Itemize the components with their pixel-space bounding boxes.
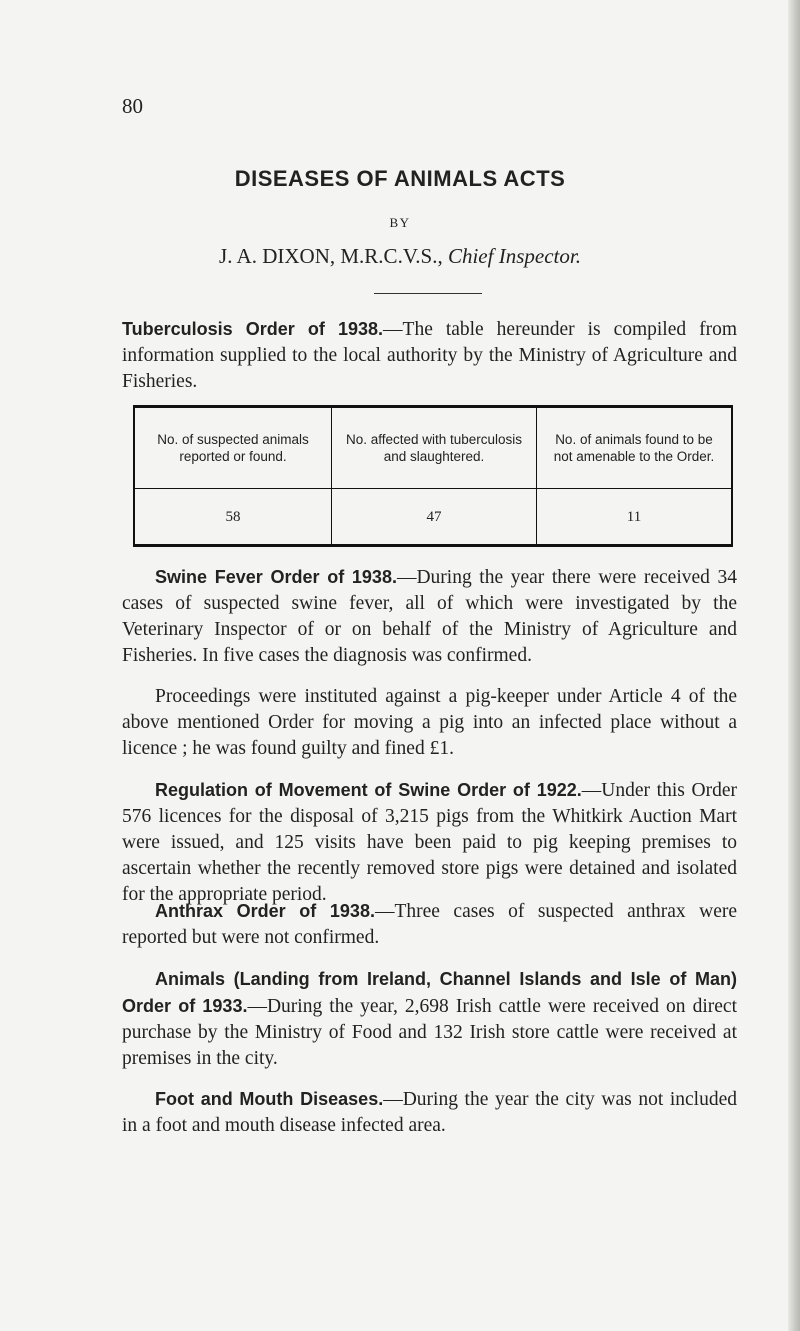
divider-rule: [374, 293, 482, 294]
section-heading: Foot and Mouth Diseases.: [155, 1089, 384, 1109]
document-title: DISEASES OF ANIMALS ACTS: [234, 166, 566, 191]
table-header-not-amenable: No. of animals found to be not amenable to the Order.: [553, 432, 715, 464]
table-cell-not-amenable: 11: [626, 509, 642, 525]
section-text: —The table hereunder is compiled from information supplied to the local authority by the Ministry of Agriculture and Fisheries.: [122, 319, 738, 392]
table-cell-suspected: 58: [225, 509, 241, 525]
section-heading: Regulation of Movement of Swine Order of 1922.: [155, 780, 582, 800]
section-heading: Swine Fever Order of 1938.: [155, 567, 397, 587]
author-name: J. A. DIXON, M.R.C.V.S.,: [219, 244, 443, 268]
table-header-suspected: No. of suspected animals reported or found.: [157, 432, 309, 464]
section-text: —During the year the city was not included in a foot and mouth disease infected area.: [122, 1089, 737, 1136]
section-text: —During the year, 2,698 Irish cattle were received on direct purchase by the Ministry of Food and 132 Irish store cattle were received at premises in the city.: [122, 996, 737, 1069]
author-line: [0, 244, 800, 269]
section-heading: Animals (Landing from Ireland, Channel Islands and Isle of Man) Order of 1933.: [122, 969, 737, 1016]
paragraph-movement-of-swine: [122, 777, 737, 908]
author-role: Chief Inspector.: [447, 244, 581, 268]
section-text: —Under this Order 576 licences for the disposal of 3,215 pigs from the Whitkirk Auction Mart were issued, and 125 visits have been paid to pig keeping premises to ascertain whether the recently removed store pigs were detained and isolated for the appropriate period.: [122, 780, 738, 905]
paragraph-animals-landing: [122, 966, 737, 1072]
page-edge: [788, 0, 800, 1331]
table-header-slaughtered: No. affected with tuberculosis and slaughtered.: [331, 408, 537, 488]
table-cell-slaughtered: 47: [331, 489, 537, 546]
tuberculosis-table: [133, 405, 733, 547]
paragraph-tuberculosis: [122, 316, 737, 395]
section-text: —During the year there were received 34 cases of suspected swine fever, all of which were investigated by the Veterinary Inspector of or on behalf of the Ministry of Agriculture and Fisheries. In five cases the diagnosis was confirmed.: [122, 567, 737, 666]
paragraph-foot-and-mouth: [122, 1086, 737, 1139]
section-text: Proceedings were instituted against a pig-keeper under Article 4 of the above mentioned Order for moving a pig into an infected place without a licence ; he was found guilty and fined £1.: [122, 686, 737, 759]
by-line: BY: [389, 215, 411, 230]
section-text: —Three cases of suspected anthrax were reported but were not confirmed.: [122, 901, 737, 948]
table-header-row: [135, 408, 731, 489]
section-heading: Anthrax Order of 1938.: [155, 901, 375, 921]
table-row: [135, 489, 731, 546]
paragraph-swine-fever: [122, 564, 737, 669]
paragraph-anthrax: [122, 898, 737, 951]
paragraph-proceedings: [122, 684, 737, 762]
page-number: 80: [122, 94, 143, 118]
section-heading: Tuberculosis Order of 1938.: [122, 319, 384, 339]
